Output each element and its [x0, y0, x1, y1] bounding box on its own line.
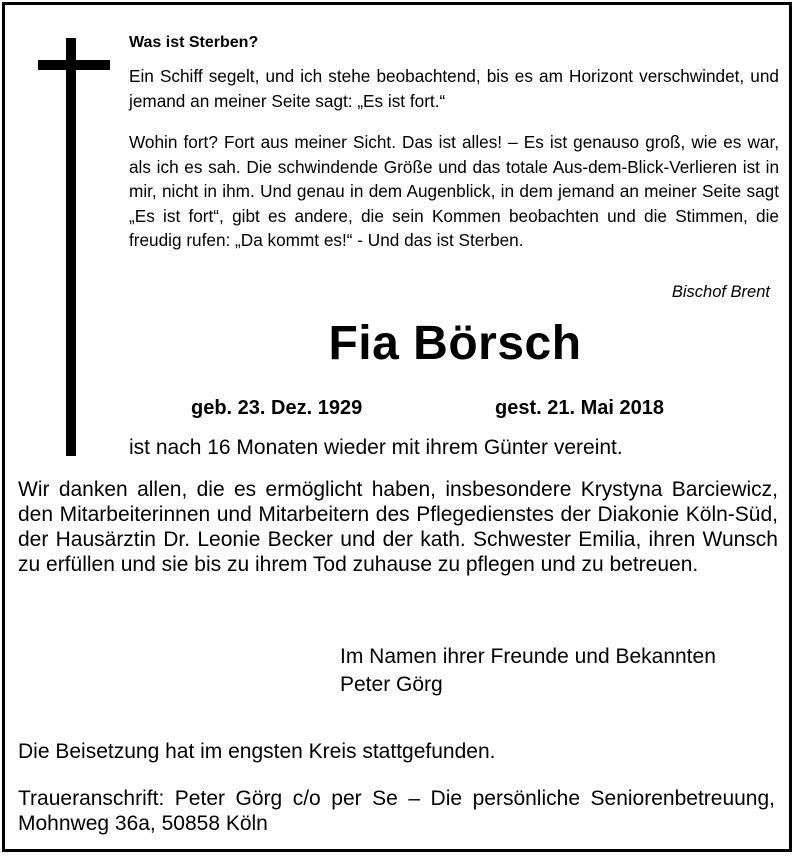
poem-paragraph-2: Wohin fort? Fort aus meiner Sicht. Das ist alles! – Es ist genauso groß, wie es war, als ich es sah. Die schwindende Größe und das totale Aus-dem-Blick-Verlieren ist in mir, nicht in ihm. Und genau in dem Augenblick, in dem jemand an meiner Seite sagt „Es ist fort“, gibt es andere, die sein Kommen beobachten und die Stimmen, die freudig rufen: „Da kommt es!“ - Und das ist Sterben.	[129, 132, 779, 250]
signature-line-1: Im Namen ihrer Freunde und Bekannten	[340, 645, 716, 668]
death-date: gest. 21. Mai 2018	[495, 397, 664, 419]
signature-name: Peter Görg	[340, 673, 443, 696]
mourning-address: Traueranschrift: Peter Görg c/o per Se – Die persönliche Seniorenbetreuung, Mohnweg 36a, 50858 Köln	[18, 787, 775, 835]
birth-date: geb. 23. Dez. 1929	[191, 397, 363, 419]
thanks-paragraph: Wir danken allen, die es ermöglicht haben, insbesondere Krystyna Barciewicz, den Mitarbeiterinnen und Mitarbeitern des Pflegedienstes der Diakonie Köln-Süd, der Hausärztin Dr. Leonie Becker und der kath. Schwester Emilia, ihren Wunsch zu erfüllen und sie bis zu ihrem Tod zuhause zu pflegen und zu betreuen.	[18, 478, 778, 576]
deceased-name: Fia Börsch	[328, 317, 582, 370]
cross-icon	[66, 38, 76, 456]
poem-author: Bischof Brent	[671, 283, 770, 301]
poem-title: Was ist Sterben?	[129, 34, 259, 51]
burial-note: Die Beisetzung hat im engsten Kreis stattgefunden.	[18, 740, 496, 763]
cross-icon-bar	[38, 60, 110, 70]
poem-paragraph-1: Ein Schiff segelt, und ich stehe beobachtend, bis es am Horizont verschwindet, und jemand an meiner Seite sagt: „Es ist fort.“	[129, 66, 779, 111]
reunited-line: ist nach 16 Monaten wieder mit ihrem Günter vereint.	[129, 436, 623, 459]
